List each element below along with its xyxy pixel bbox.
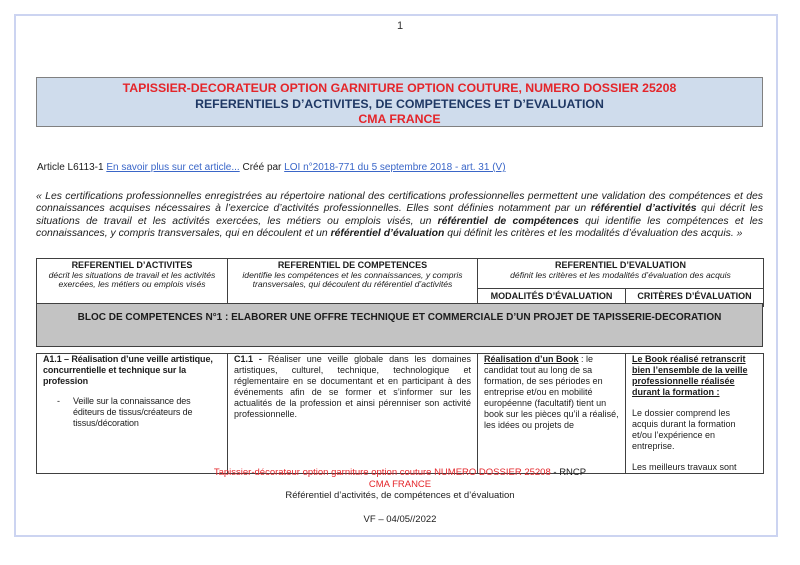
title-box [36,77,763,127]
referentiels-header-table [36,258,764,307]
quote-text-2: qui décrit les situations de travail et les activités exercées, les métiers ou emplois visés, un [36,203,764,227]
modalites-book-text: : le candidat tout au long de sa formation, de ses périodes en entreprise et/ou en mobilité européenne (facultatif) tient un book sur les pièces qu’il a réalisé, les idées ou projets de [484,354,619,430]
cell-activite-a11 [37,354,228,474]
header-evaluation-desc: définit les critères et les modalités d’évaluation des acquis [510,269,731,280]
competence-c11-text: Réaliser une veille globale dans les domaines artistiques, culturel, technique, technologique et réglementaire en se documentant et en participant à des événements afin de se former et s’informer sur les actualités de la profession et ainsi pérenniser son activité professionnelle. [234,354,471,419]
quote-bold-activites: référentiel d’activités [590,203,697,215]
footer-referentiel-label: Référentiel d’activités, de compétences et d’évaluation [285,490,515,501]
header-competences-desc: identifie les compétences et les connaissances, y compris transversales, qui découlent du référentiel d’activités [242,269,463,290]
quote-text-4: qui définit les critères et les modalités d’évaluation des acquis. » [447,228,743,240]
header-cell-activites [37,259,228,307]
article-label: Article L6113-1 [37,162,104,173]
law-link[interactable]: LOI n°2018-771 du 5 septembre 2018 - art. 31 (V) [284,162,506,173]
article-created-by-label: Créé par [242,162,282,173]
footer-line-1 [0,467,800,479]
header-criteres-evaluation: CRITÈRES D’ÉVALUATION [626,289,764,307]
bullet-dash: - [57,396,60,406]
legal-quote-paragraph [36,191,763,241]
modalites-book-lead: Réalisation d’un Book [484,354,579,364]
quote-text-3: qui identifie les compétences et les connaissances, y compris transversales, qui en découlent et un [36,215,764,240]
footer-rncp-label: - RNCP [553,467,587,478]
header-modalites-evaluation: MODALITÉS D’ÉVALUATION [478,289,626,307]
header-evaluation-title: REFERENTIEL D’EVALUATION [555,260,687,270]
document-title-line3: CMA FRANCE [358,112,441,127]
criteres-paragraph-2: Les meilleurs travaux sont [632,462,737,472]
header-cell-evaluation [478,259,764,289]
activite-a11-bullet [43,396,221,429]
bloc-competences-band [36,303,763,347]
table-row [37,354,764,474]
competence-c11-code: C1.1 - [234,354,262,364]
criteres-paragraph-1: Le dossier comprend les acquis durant la formation et/ou l’expérience en entreprise. [632,408,736,451]
competences-content-row [36,353,764,474]
header-cell-competences [228,259,478,307]
page-number: 1 [396,20,404,32]
header-activites-desc: décrit les situations de travail et les activités exercées, les métiers ou emplois visés [48,269,216,290]
document-title-line2: REFERENTIELS D’ACTIVITES, DE COMPETENCES ET D’EVALUATION [195,96,604,111]
page-footer [0,467,800,502]
cell-competence-c11 [228,354,478,474]
version-date: VF – 04/05//2022 [363,514,437,525]
quote-text-1: « Les certifications professionnelles enregistrées au répertoire national des certifications professionnelles permettent une validation des compétences et des connaissances acquises nécessaires à l’exercice d’activités professionnelles. Elles sont définies notamment par un [36,191,763,215]
quote-bold-evaluation: référentiel d’évaluation [330,228,445,240]
bloc-competences-title: BLOC DE COMPETENCES N°1 : ELABORER UNE OFFRE TECHNIQUE ET COMMERCIALE D’UN PROJET DE TAPISSERIE-DECORATION [77,312,722,323]
article-reference-line [37,162,764,173]
article-more-link[interactable]: En savoir plus sur cet article... [106,162,240,173]
footer-title-red: Tapissier-décorateur option garniture option couture NUMERO DOSSIER 25208 [213,467,551,478]
activite-a11-heading: A1.1 – Réalisation d’une veille artistique, concurrentielle et technique sur la profession [43,354,213,386]
header-activites-title: REFERENTIEL D’ACTIVITES [71,260,193,270]
cell-modalites-evaluation [478,354,626,474]
header-competences-title: REFERENTIEL DE COMPETENCES [277,260,428,270]
quote-bold-competences: référentiel de compétences [437,215,579,227]
cell-criteres-evaluation [626,354,764,474]
footer-cma-france: CMA FRANCE [368,478,432,490]
criteres-heading: Le Book réalisé retranscrit bien l’ensemble de la veille professionnelle réalisée durant la formation : [632,354,748,397]
document-title-line1: TAPISSIER-DECORATEUR OPTION GARNITURE OPTION COUTURE, NUMERO DOSSIER 25208 [122,81,677,95]
activite-a11-bullet-text: Veille sur la connaissance des éditeurs de tissus/créateurs de tissus/décoration [73,396,193,428]
